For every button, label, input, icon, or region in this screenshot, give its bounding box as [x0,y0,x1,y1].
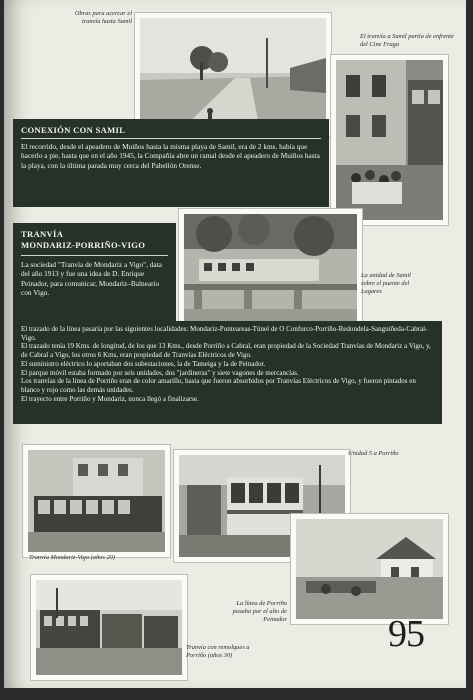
photo-mondariz-vigo [23,445,170,557]
paragraph-trayecto: El trayecto entre Porriño y Mondariz, nunca llegó a finalizarse. [21,394,199,403]
caption-remolques: Tranvía con remolques a Porriño (años 30) [186,644,250,659]
samil-text-box [13,119,329,207]
caption-peinador: La línea de Porriño pasaba por el alto de Peinador [232,600,287,623]
photo-peinador [291,514,448,624]
photo-obras-samil [135,13,331,136]
paragraph-parque: El parque móvil estaba formado por seis unidades, dos "jardineras" y siete vagones de mercancías. [21,368,299,377]
photo-puente-lagares [179,209,362,327]
photo-cine-fraga [331,55,448,225]
caption-mondariz-vigo: Tranvía Mondariz-Vigo (años 20) [29,554,115,561]
paragraph-trazado: El trazado de la línea pasaría por las siguientes localidades: Mondariz-Ponteareas-Túnel de O Confurco-Porriño-Redondela-Sanguiñeda-Cabral-Vigo. [21,325,428,342]
page-number: 95 [388,613,424,655]
title-line-2: MONDARIZ-PORRIÑO-VIGO [21,240,146,250]
caption-lagares: La unidad de Samil sobre el puente del Lagares [361,272,411,295]
tranvia-intro-box [13,223,176,323]
caption-obras: Obras para acercar el tranvía hasta Samil [74,10,132,25]
paragraph-longitud: El trazado tenía 19 Kms. de longitud, de los que 13 Kms., desde Porriño a Cabral, eran propiedad de la Sociedad Tranvías de Mondariz a Vigo, y, de Cabral a Vigo, los otros 6 Kms, eran propiedad de Tranvías Eléctricos de Vigo. [21,342,431,360]
section-title-samil: CONEXIÓN CON SAMIL [21,125,321,139]
paragraph-color: Los tranvías de la línea de Porriño eran de color amarillo, hasta que fueron absorbidos por Tranvías Eléctricos de Vigo, y fueron pintados en blanco y rojo como las demás unidades. [21,377,416,395]
samil-paragraph: El recorrido, desde el apeadero de Muiños hasta la misma playa de Samil, era de 2 kms. había que hacerlo a pie, hasta que en el año 1945, la Compañía abre un ramal desde el apeadero de Muiños hasta la playa, con la última parada muy cerca del Pabellón Orense. [21,142,320,170]
section-title-tranvia [21,229,168,253]
tranvia-main-box [13,321,442,424]
caption-unidad5: Unidad 5 a Porriño [348,450,399,457]
tranvia-intro-paragraph: La sociedad "Tranvía de Mondariz a Vigo", data del año 1913 y fue una idea de D. Enrique Peinador, para comunicar, Mondariz–Balneario con Vigo. [21,260,162,297]
caption-cine-fraga: El tranvía a Samil partía de enfrente del Cine Fraga [360,33,454,48]
title-line-1: TRANVÍA [21,229,64,239]
paragraph-suministro: El suministro eléctrico lo aportaban dos subestaciones, la de Tameiga y la de Peinador. [21,359,266,368]
book-page [4,0,466,688]
photo-remolques [31,575,187,680]
